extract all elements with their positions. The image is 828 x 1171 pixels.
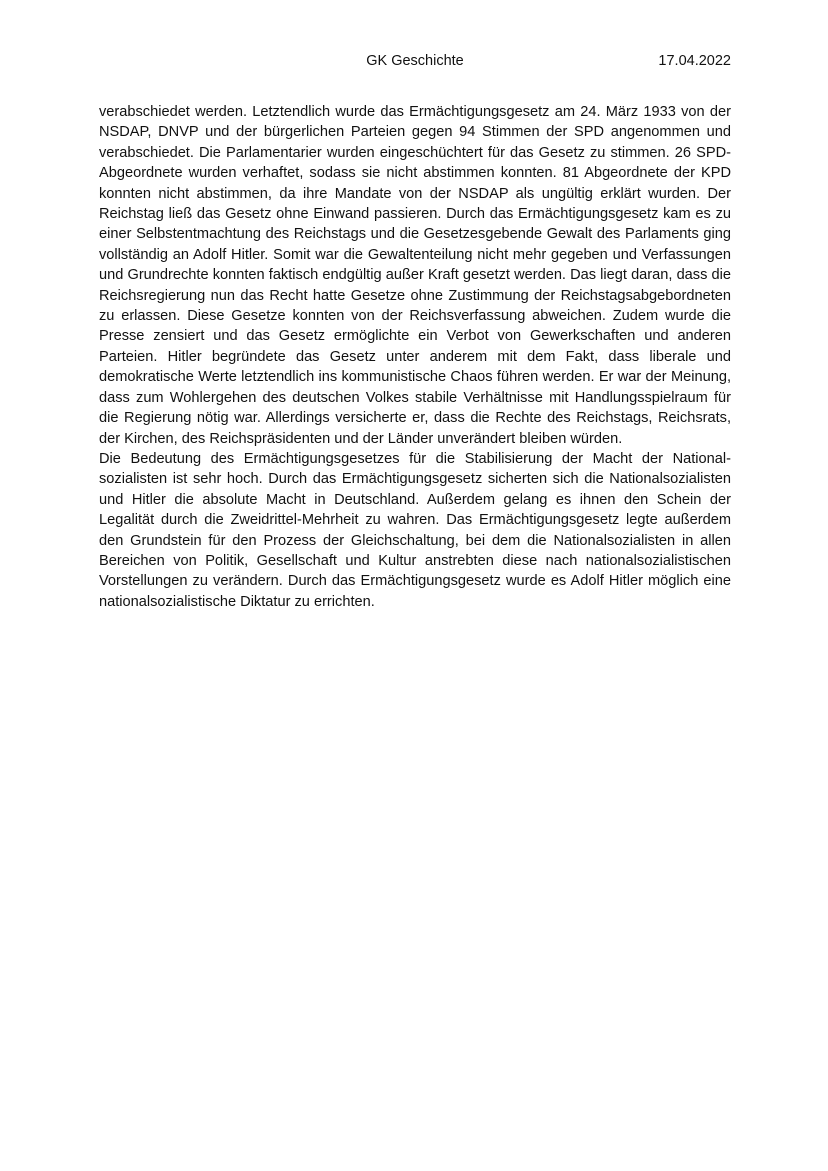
- document-body: [99, 102, 731, 612]
- page-header: [99, 51, 731, 71]
- header-date: 17.04.2022: [658, 53, 731, 69]
- paragraph-bedeutung: Die Bedeutung des Ermächtigungsgesetzes für die Stabilisierung der Macht der Nationalsozialisten ist sehr hoch. Durch das Ermächtigungsgesetz sicherten sich die Nationalsozialisten und Hitler die absolute Macht in Deutschland. Außerdem gelang es ihnen den Schein der Legalität durch die Zweidrittel-Mehrheit zu wahren. Das Ermächtigungsgesetz legte außerdem den Grundstein für den Prozess der Gleichschaltung, bei dem die Nationalsozialisten in allen Bereichen von Politik, Gesellschaft und Kultur anstrebten diese nach nationalsozialistischen Vorstellungen zu verändern. Durch das Ermächtigungsgesetz wurde es Adolf Hitler möglich eine nationalsozialistische Diktatur zu errichten.: [99, 450, 731, 610]
- paragraph-ermaechtigungsgesetz: verabschiedet werden. Letztendlich wurde das Ermächtigungsgesetz am 24. März 1933 von der NSDAP, DNVP und der bürgerlichen Parteien gegen 94 Stimmen der SPD angenommen und verabschiedet. Die Parlamentarier wurden eingeschüchtert für das Gesetz zu stimmen. 26 SPD-Abgeordnete wurden verhaftet, sodass sie nicht abstimmen konnten. 81 Abgeordnete der KPD konnten nicht abstimmen, da ihre Mandate von der NSDAP als ungültig erklärt wurden. Der Reichstag ließ das Gesetz ohne Einwand passieren. Durch das Ermächtigungsgesetz kam es zu einer Selbstentmachtung des Reichstags und die Gesetzesgebende Gewalt des Parlaments ging vollständig an Adolf Hitler. Somit war die Gewaltenteilung nicht mehr gegeben und Verfassungen und Grundrechte konnten faktisch endgültig außer Kraft gesetzt werden. Das liegt daran, dass die Reichsregierung nun das Recht hatte Gesetze ohne Zustimmung der Reichstagsabgebordneten zu erlassen. Diese Gesetze konnten von der Reichsverfassung abweichen. Zudem wurde die Presse zensiert und das Gesetz ermöglichte ein Verbot von Gewerkschaften und anderen Parteien. Hitler begründete das Gesetz unter anderem mit dem Fakt, dass liberale und demokratische Werte letztendlich ins kommunistische Chaos führen werden. Er war der Meinung, dass zum Wohlergehen des deutschen Volkes stabile Verhältnisse mit Handlungsspielraum für die Regierung nötig war. Allerdings versicherte er, dass die Rechte des Reichstags, Reichsrats, der Kirchen, des Reichspräsidenten und der Länder unverändert bleiben würden.: [99, 104, 731, 447]
- header-title: GK Geschichte: [366, 53, 464, 69]
